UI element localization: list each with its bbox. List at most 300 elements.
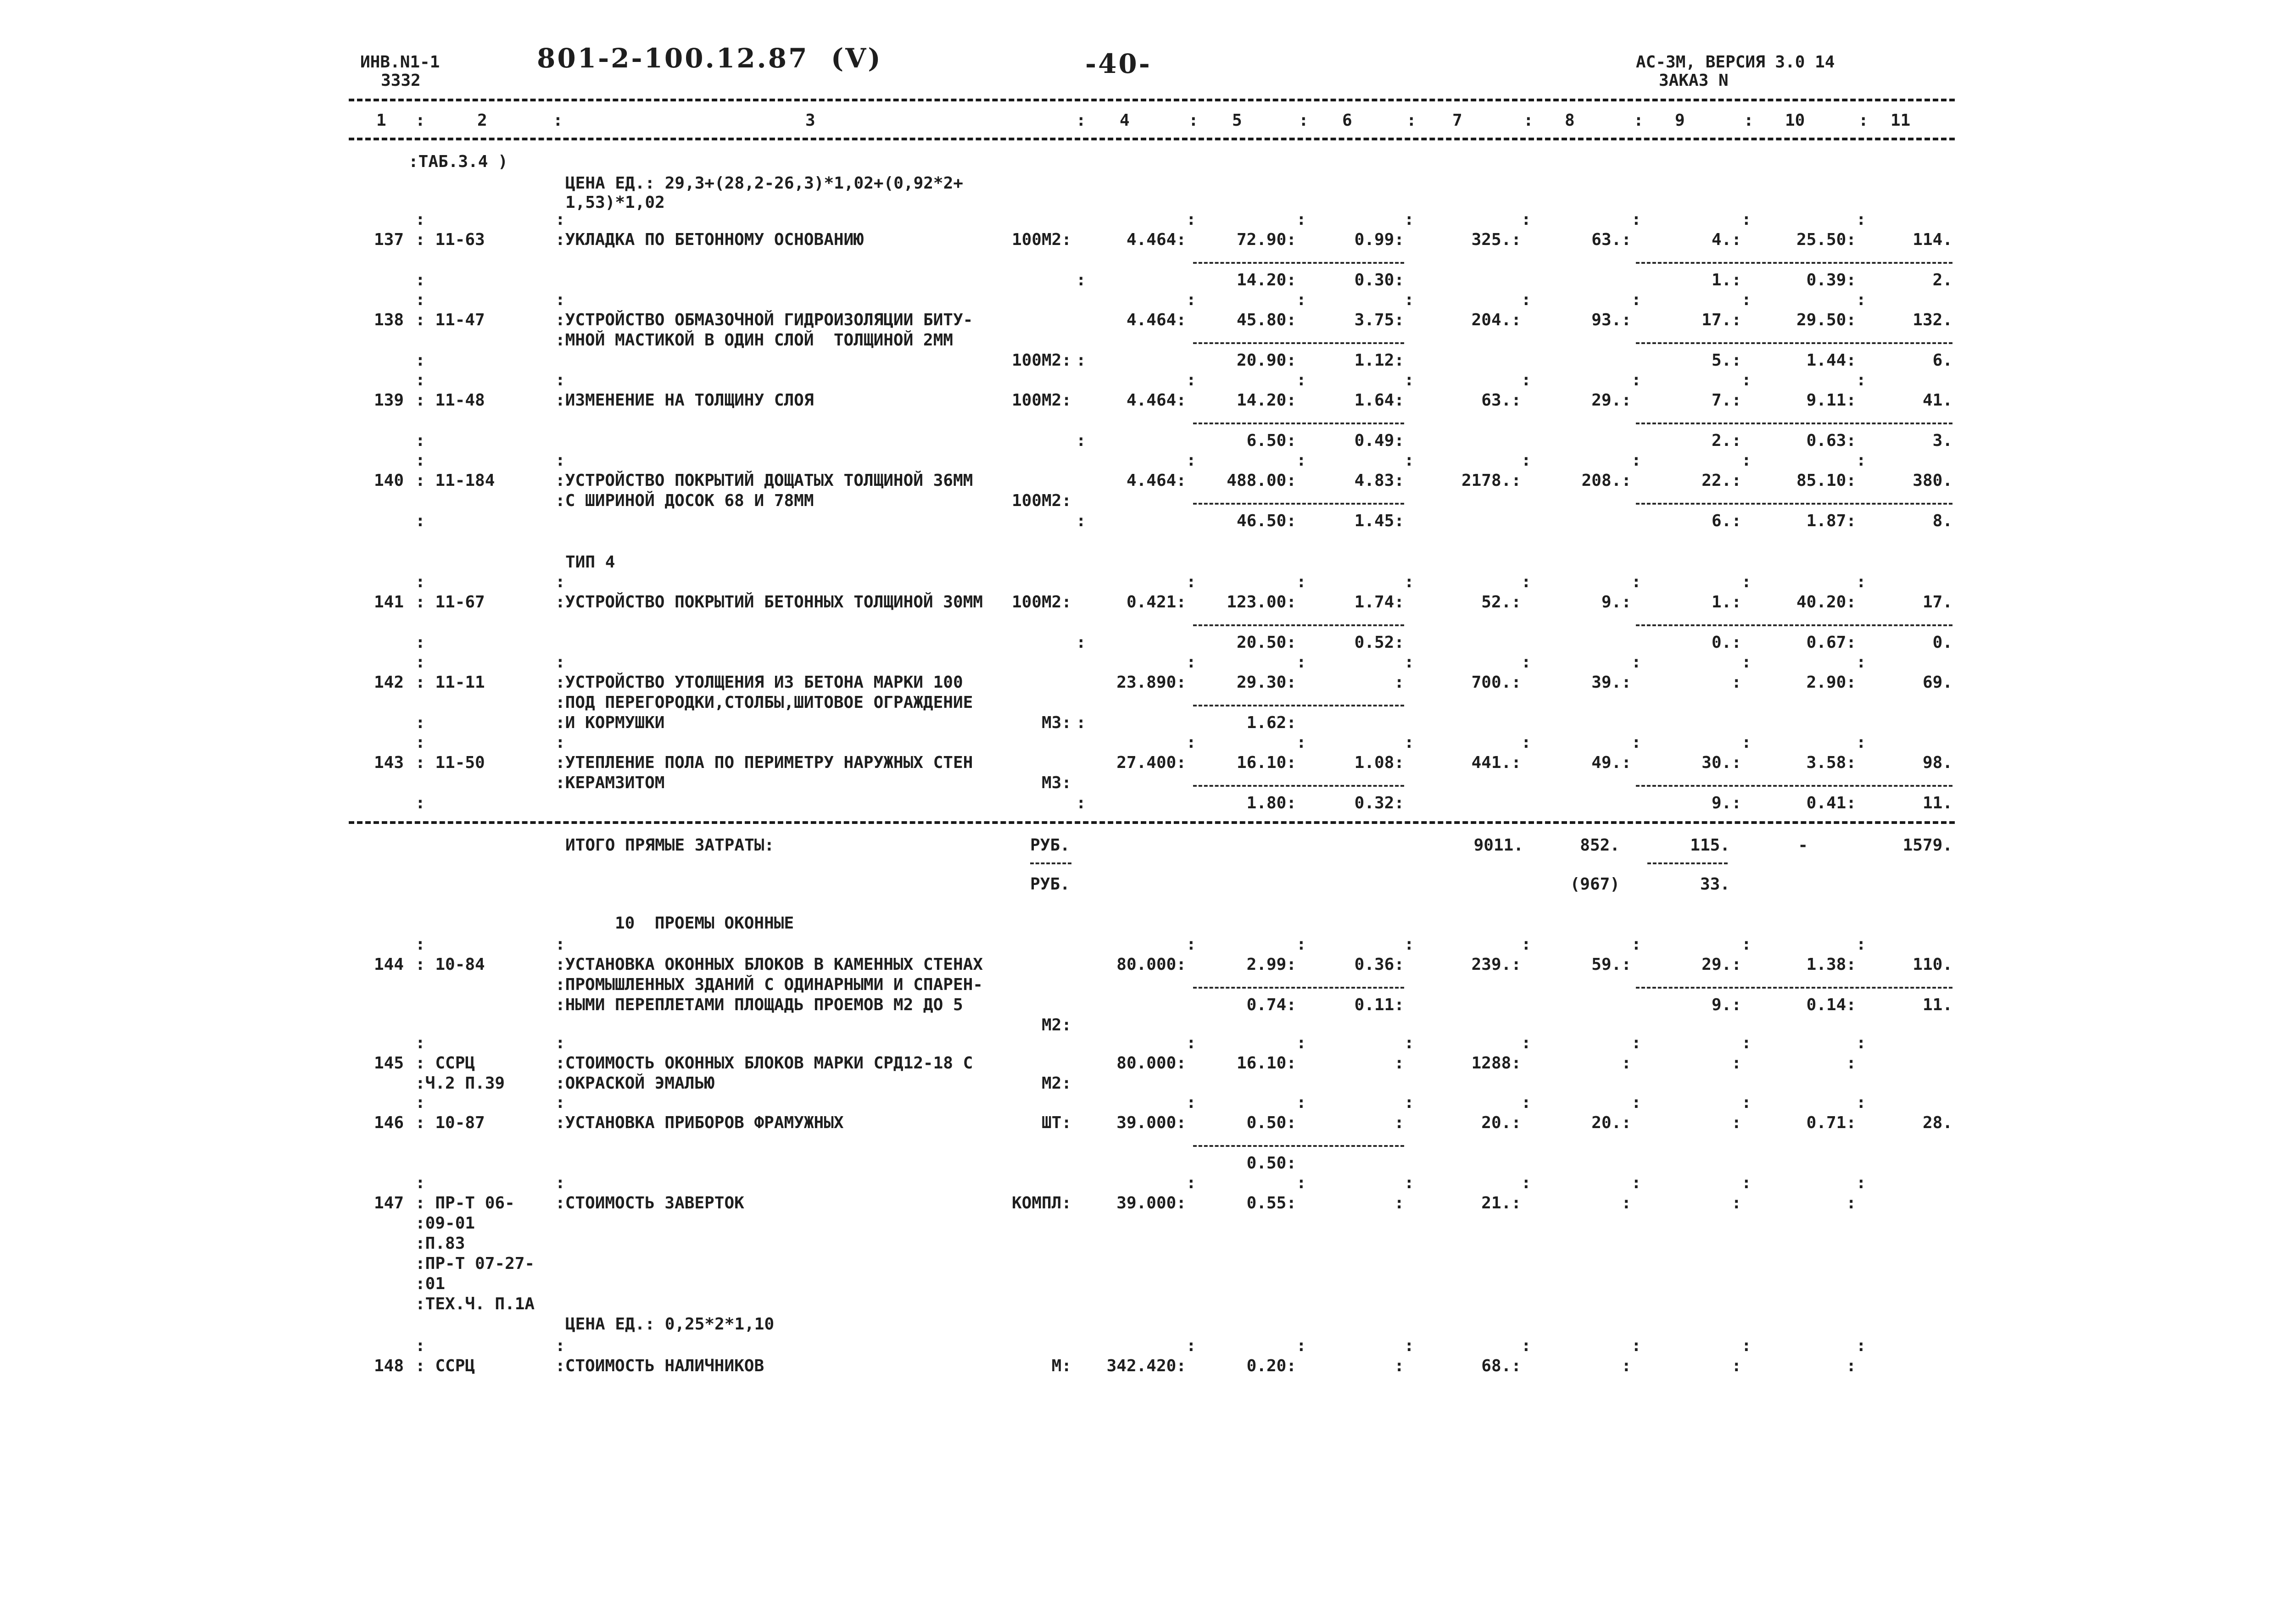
column-separator-colon: : bbox=[415, 733, 425, 752]
column-separator-colon: : bbox=[555, 733, 565, 752]
row-c8: 29.: bbox=[1591, 391, 1631, 410]
row-sub-c6: 0.11: bbox=[1354, 996, 1404, 1014]
column-separator-colon: : bbox=[1296, 653, 1306, 672]
row-number: 141 bbox=[374, 593, 404, 612]
column-number: 10 bbox=[1785, 111, 1805, 130]
row-sub-c11: 0. bbox=[1932, 633, 1952, 652]
row-number: 144 bbox=[374, 955, 404, 974]
row-c5: 0.20: bbox=[1246, 1357, 1296, 1375]
row-code: : 11-11 bbox=[415, 673, 485, 692]
row-unit: 100М2: bbox=[1011, 593, 1071, 612]
row-c8: 208.: bbox=[1581, 471, 1631, 490]
column-separator-colon: : bbox=[553, 111, 563, 130]
sub-divider bbox=[1193, 987, 1404, 989]
row-description: :УСТАНОВКА ПРИБОРОВ ФРАМУЖНЫХ bbox=[555, 1113, 844, 1132]
row-description: :ОКРАСКОЙ ЭМАЛЬЮ bbox=[555, 1074, 714, 1093]
row-code-cont: :ТЕХ.Ч. П.1А bbox=[415, 1295, 535, 1313]
row-code: : 11-63 bbox=[415, 230, 485, 249]
row-c6: 1.74: bbox=[1354, 593, 1404, 612]
row-quantity: 4.464: bbox=[1126, 311, 1186, 329]
column-number: 3 bbox=[805, 111, 815, 130]
column-separator-colon: : bbox=[1404, 573, 1414, 591]
column-separator-colon: : bbox=[1404, 1336, 1414, 1355]
row-description: :УТЕПЛЕНИЕ ПОЛА ПО ПЕРИМЕТРУ НАРУЖНЫХ СТЕН bbox=[555, 753, 973, 772]
row-sub-c5: 1.62: bbox=[1246, 713, 1296, 732]
column-number: 11 bbox=[1891, 111, 1911, 130]
column-separator-colon: : bbox=[1856, 1034, 1866, 1052]
row-c5: 123.00: bbox=[1227, 593, 1296, 612]
row-c6: 0.36: bbox=[1354, 955, 1404, 974]
column-separator-colon: : bbox=[415, 512, 425, 530]
sub-divider bbox=[1636, 785, 1952, 787]
sub-divider bbox=[1636, 262, 1952, 264]
column-separator-colon: : bbox=[1406, 111, 1417, 130]
sub-divider bbox=[1193, 785, 1404, 787]
column-separator-colon: : bbox=[1296, 290, 1306, 309]
column-separator-colon: : bbox=[555, 290, 565, 309]
row-c10: 1.38: bbox=[1806, 955, 1856, 974]
column-separator-colon: : bbox=[555, 935, 565, 954]
row-code: : 10-84 bbox=[415, 955, 485, 974]
row-code-cont: :ПР-Т 07-27- bbox=[415, 1254, 535, 1273]
row-c10: 0.71: bbox=[1806, 1113, 1856, 1132]
row-sub-c10: 0.14: bbox=[1806, 996, 1856, 1014]
column-separator-colon: : bbox=[1521, 573, 1531, 591]
column-separator-colon: : bbox=[415, 451, 425, 470]
column-number: 9 bbox=[1675, 111, 1685, 130]
row-code-cont: :Ч.2 П.39 bbox=[415, 1074, 505, 1093]
column-separator-colon: : bbox=[1521, 451, 1531, 470]
row-c8: 63.: bbox=[1591, 230, 1631, 249]
row-c8: 93.: bbox=[1591, 311, 1631, 329]
row-quantity: 39.000: bbox=[1116, 1194, 1186, 1212]
row-c5: 16.10: bbox=[1236, 753, 1296, 772]
row-unit: 100М2: bbox=[1011, 391, 1071, 410]
column-separator-colon: : bbox=[1741, 451, 1752, 470]
row-c6: : bbox=[1394, 1194, 1404, 1212]
column-separator-colon: : bbox=[1631, 451, 1641, 470]
row-sub-c5: 0.74: bbox=[1246, 996, 1296, 1014]
column-separator-colon: : bbox=[1634, 111, 1644, 130]
totals-col8-bracket: (967) bbox=[1570, 875, 1620, 894]
column-separator-colon: : bbox=[1404, 290, 1414, 309]
row-description: :ПРОМЫШЛЕННЫХ ЗДАНИЙ С ОДИНАРНЫМИ И СПАРЕН- bbox=[555, 975, 983, 994]
column-separator-colon: : bbox=[1186, 1336, 1196, 1355]
row-c5: 2.99: bbox=[1246, 955, 1296, 974]
row-sub-c5: 20.50: bbox=[1236, 633, 1296, 652]
column-separator-colon: : bbox=[1076, 633, 1086, 652]
column-separator-colon: : bbox=[1856, 935, 1866, 954]
column-separator-colon: : bbox=[1521, 290, 1531, 309]
column-separator-colon: : bbox=[1631, 1093, 1641, 1112]
row-c9: : bbox=[1731, 1113, 1741, 1132]
column-separator-colon: : bbox=[1404, 210, 1414, 229]
column-separator-colon: : bbox=[1296, 1336, 1306, 1355]
row-c7: 700.: bbox=[1471, 673, 1521, 692]
totals-col9-second: 33. bbox=[1700, 875, 1730, 894]
column-separator-colon: : bbox=[1523, 111, 1534, 130]
row-c7: 1288: bbox=[1471, 1054, 1521, 1073]
column-separator-colon: : bbox=[1856, 1093, 1866, 1112]
column-separator-colon: : bbox=[1856, 653, 1866, 672]
column-separator-colon: : bbox=[1856, 371, 1866, 389]
column-separator-colon: : bbox=[1631, 371, 1641, 389]
row-description: :СТОИМОСТЬ ОКОННЫХ БЛОКОВ МАРКИ СРД12-18 С bbox=[555, 1054, 973, 1073]
column-number: 8 bbox=[1565, 111, 1575, 130]
row-description: :КЕРАМЗИТОМ bbox=[555, 773, 665, 792]
row-sub-c9: 2.: bbox=[1711, 431, 1741, 450]
row-c7: 441.: bbox=[1471, 753, 1521, 772]
row-description: :МНОЙ МАСТИКОЙ В ОДИН СЛОЙ ТОЛЩИНОЙ 2ММ bbox=[555, 331, 953, 350]
column-separator-colon: : bbox=[1404, 371, 1414, 389]
row-sub-c6: 0.32: bbox=[1354, 794, 1404, 812]
row-c8: 9.: bbox=[1601, 593, 1631, 612]
row-sub-c11: 8. bbox=[1932, 512, 1952, 530]
totals-label: ИТОГО ПРЯМЫЕ ЗАТРАТЫ: bbox=[565, 836, 775, 855]
row-c9: 4.: bbox=[1711, 230, 1741, 249]
column-separator-colon: : bbox=[1741, 1174, 1752, 1192]
row-description: :С ШИРИНОЙ ДОСОК 68 И 78ММ bbox=[555, 491, 814, 510]
column-number: 1 bbox=[376, 111, 386, 130]
sub-divider bbox=[1636, 342, 1952, 344]
column-separator-colon: : bbox=[1856, 290, 1866, 309]
row-unit: ШТ: bbox=[1041, 1113, 1071, 1132]
column-separator-colon: : bbox=[1741, 1034, 1752, 1052]
row-sub-c10: 0.41: bbox=[1806, 794, 1856, 812]
column-separator-colon: : bbox=[1741, 1336, 1752, 1355]
row-description: :УСТРОЙСТВО ПОКРЫТИЙ БЕТОННЫХ ТОЛЩИНОЙ 30ММ bbox=[555, 593, 983, 612]
row-description: :УСТРОЙСТВО ОБМАЗОЧНОЙ ГИДРОИЗОЛЯЦИИ БИТУ- bbox=[555, 311, 973, 329]
column-separator-colon: : bbox=[415, 371, 425, 389]
row-sub-c5: 14.20: bbox=[1236, 271, 1296, 289]
row-price-formula: ЦЕНА ЕД.: 0,25*2*1,10 bbox=[565, 1315, 775, 1334]
sub-divider bbox=[1636, 423, 1952, 424]
row-number: 146 bbox=[374, 1113, 404, 1132]
sub-divider bbox=[1193, 342, 1404, 344]
row-sub-c10: 1.87: bbox=[1806, 512, 1856, 530]
row-code: : 11-50 bbox=[415, 753, 485, 772]
row-sub-c5: 0.50: bbox=[1246, 1154, 1296, 1173]
row-c9: 22.: bbox=[1701, 471, 1741, 490]
row-description: :СТОИМОСТЬ НАЛИЧНИКОВ bbox=[555, 1357, 764, 1375]
type4-heading: ТИП 4 bbox=[565, 553, 615, 572]
column-separator-colon: : bbox=[1186, 1093, 1196, 1112]
column-separator-colon: : bbox=[1404, 451, 1414, 470]
column-separator-colon: : bbox=[1404, 653, 1414, 672]
column-separator-colon: : bbox=[1076, 794, 1086, 812]
row-sub-c6: 0.30: bbox=[1354, 271, 1404, 289]
column-separator-colon: : bbox=[1186, 733, 1196, 752]
row-c11: 380. bbox=[1913, 471, 1952, 490]
column-separator-colon: : bbox=[1521, 1093, 1531, 1112]
totals-unit: РУБ. bbox=[1030, 836, 1070, 855]
row-sub-c10: 0.39: bbox=[1806, 271, 1856, 289]
column-separator-colon: : bbox=[1521, 1336, 1531, 1355]
row-sub-c5: 6.50: bbox=[1246, 431, 1296, 450]
row-sub-c9: 1.: bbox=[1711, 271, 1741, 289]
row-c11: 41. bbox=[1922, 391, 1952, 410]
column-separator-colon: : bbox=[1741, 1093, 1752, 1112]
row-sub-c10: 0.67: bbox=[1806, 633, 1856, 652]
sub-divider bbox=[1193, 1145, 1404, 1147]
column-separator-colon: : bbox=[415, 431, 425, 450]
row-c8: 59.: bbox=[1591, 955, 1631, 974]
row-c10: 25.50: bbox=[1796, 230, 1856, 249]
row-c8: 39.: bbox=[1591, 673, 1631, 692]
row-quantity: 4.464: bbox=[1126, 471, 1186, 490]
row-c7: 52.: bbox=[1481, 593, 1521, 612]
row-quantity: 0.421: bbox=[1126, 593, 1186, 612]
inventory-label: ИНВ.N1-1 bbox=[360, 53, 440, 72]
column-separator-colon: : bbox=[1744, 111, 1754, 130]
totals-rule bbox=[349, 821, 1955, 824]
row-c7: 63.: bbox=[1481, 391, 1521, 410]
column-separator-colon: : bbox=[415, 1093, 425, 1112]
row-c6: : bbox=[1394, 673, 1404, 692]
intro-formula-line2: 1,53)*1,02 bbox=[565, 193, 665, 212]
sub-divider bbox=[1193, 262, 1404, 264]
row-c10: 3.58: bbox=[1806, 753, 1856, 772]
column-separator-colon: : bbox=[415, 573, 425, 591]
row-c9: : bbox=[1731, 1194, 1741, 1212]
sub-divider bbox=[1636, 503, 1952, 505]
column-separator-colon: : bbox=[555, 1034, 565, 1052]
order-label: ЗАКАЗ N bbox=[1659, 71, 1729, 90]
column-separator-colon: : bbox=[1186, 371, 1196, 389]
row-c7: 325.: bbox=[1471, 230, 1521, 249]
row-sub-c5: 46.50: bbox=[1236, 512, 1296, 530]
row-c5: 488.00: bbox=[1227, 471, 1296, 490]
row-quantity: 80.000: bbox=[1116, 955, 1186, 974]
row-description: :УКЛАДКА ПО БЕТОННОМУ ОСНОВАНИЮ bbox=[555, 230, 864, 249]
row-c5: 0.50: bbox=[1246, 1113, 1296, 1132]
column-separator-colon: : bbox=[1521, 1034, 1531, 1052]
column-separator-colon: : bbox=[1741, 210, 1752, 229]
sub-divider bbox=[1193, 423, 1404, 424]
header-rule-top bbox=[349, 99, 1955, 101]
row-unit: М2: bbox=[1041, 1074, 1071, 1093]
row-c6: 4.83: bbox=[1354, 471, 1404, 490]
column-separator-colon: : bbox=[1296, 1093, 1306, 1112]
row-c10: : bbox=[1846, 1054, 1856, 1073]
column-separator-colon: : bbox=[555, 1174, 565, 1192]
software-version: АС-3М, ВЕРСИЯ 3.0 14 bbox=[1636, 53, 1835, 72]
column-separator-colon: : bbox=[1521, 210, 1531, 229]
row-code-cont: :09-01 bbox=[415, 1214, 475, 1233]
row-quantity: 39.000: bbox=[1116, 1113, 1186, 1132]
column-separator-colon: : bbox=[1186, 1174, 1196, 1192]
row-c7: 239.: bbox=[1471, 955, 1521, 974]
column-separator-colon: : bbox=[1631, 1034, 1641, 1052]
page-number: -40- bbox=[1085, 48, 1152, 79]
row-unit: 100М2: bbox=[1011, 351, 1071, 370]
inventory-number: 3332 bbox=[381, 71, 421, 90]
row-code: : ПР-Т 06- bbox=[415, 1194, 515, 1212]
column-separator-colon: : bbox=[1296, 935, 1306, 954]
row-number: 139 bbox=[374, 391, 404, 410]
column-separator-colon: : bbox=[1741, 573, 1752, 591]
column-separator-colon: : bbox=[1076, 713, 1086, 732]
row-sub-c5: 1.80: bbox=[1246, 794, 1296, 812]
row-c9: 7.: bbox=[1711, 391, 1741, 410]
intro-formula-line1: ЦЕНА ЕД.: 29,3+(28,2-26,3)*1,02+(0,92*2+ bbox=[565, 174, 963, 193]
column-separator-colon: : bbox=[1186, 573, 1196, 591]
row-c10: 40.20: bbox=[1796, 593, 1856, 612]
row-c6: : bbox=[1394, 1113, 1404, 1132]
row-code-cont: :01 bbox=[415, 1274, 446, 1293]
totals-col11: 1579. bbox=[1902, 836, 1952, 855]
column-separator-colon: : bbox=[415, 794, 425, 812]
totals-col10: - bbox=[1798, 836, 1808, 855]
column-separator-colon: : bbox=[415, 1336, 425, 1355]
column-number: 2 bbox=[477, 111, 487, 130]
row-quantity: 80.000: bbox=[1116, 1054, 1186, 1073]
row-c8: : bbox=[1621, 1054, 1631, 1073]
row-sub-c10: 1.44: bbox=[1806, 351, 1856, 370]
sub-divider bbox=[1636, 624, 1952, 626]
row-quantity: 342.420: bbox=[1106, 1357, 1186, 1375]
column-separator-colon: : bbox=[555, 653, 565, 672]
row-quantity: 4.464: bbox=[1126, 391, 1186, 410]
row-sub-c11: 2. bbox=[1932, 271, 1952, 289]
column-separator-colon: : bbox=[415, 351, 425, 370]
column-separator-colon: : bbox=[415, 633, 425, 652]
column-number: 5 bbox=[1232, 111, 1242, 130]
header-rule-bottom bbox=[349, 138, 1955, 140]
row-number: 140 bbox=[374, 471, 404, 490]
column-separator-colon: : bbox=[1631, 935, 1641, 954]
row-c9: 29.: bbox=[1701, 955, 1741, 974]
row-unit: 100М2: bbox=[1011, 230, 1071, 249]
row-c8: 20.: bbox=[1591, 1113, 1631, 1132]
row-c8: 49.: bbox=[1591, 753, 1631, 772]
row-description: :УСТРОЙСТВО УТОЛЩЕНИЯ ИЗ БЕТОНА МАРКИ 100 bbox=[555, 673, 963, 692]
column-separator-colon: : bbox=[555, 210, 565, 229]
column-separator-colon: : bbox=[1631, 290, 1641, 309]
column-separator-colon: : bbox=[1856, 1336, 1866, 1355]
row-c9: 17.: bbox=[1701, 311, 1741, 329]
row-c9: 30.: bbox=[1701, 753, 1741, 772]
column-separator-colon: : bbox=[1741, 653, 1752, 672]
row-c11: 69. bbox=[1922, 673, 1952, 692]
row-c6: 0.99: bbox=[1354, 230, 1404, 249]
row-c7: 21.: bbox=[1481, 1194, 1521, 1212]
column-separator-colon: : bbox=[1404, 733, 1414, 752]
row-description: :УСТАНОВКА ОКОННЫХ БЛОКОВ В КАМЕННЫХ СТЕНАХ bbox=[555, 955, 983, 974]
row-c10: 2.90: bbox=[1806, 673, 1856, 692]
row-sub-c11: 3. bbox=[1932, 431, 1952, 450]
column-separator-colon: : bbox=[555, 1093, 565, 1112]
sub-divider bbox=[1193, 624, 1404, 626]
column-separator-colon: : bbox=[1186, 210, 1196, 229]
column-separator-colon: : bbox=[555, 451, 565, 470]
column-separator-colon: : bbox=[415, 1034, 425, 1052]
row-sub-c9: 0.: bbox=[1711, 633, 1741, 652]
column-separator-colon: : bbox=[1856, 1174, 1866, 1192]
row-c6: 1.08: bbox=[1354, 753, 1404, 772]
row-c11: 132. bbox=[1913, 311, 1952, 329]
column-separator-colon: : bbox=[1076, 512, 1086, 530]
row-c5: 14.20: bbox=[1236, 391, 1296, 410]
column-separator-colon: : bbox=[1076, 431, 1086, 450]
column-separator-colon: : bbox=[1741, 733, 1752, 752]
column-separator-colon: : bbox=[415, 935, 425, 954]
section-heading: 10 ПРОЕМЫ ОКОННЫЕ bbox=[615, 914, 794, 933]
row-code: : ССРЦ bbox=[415, 1054, 475, 1073]
row-sub-c6: 0.52: bbox=[1354, 633, 1404, 652]
row-description: :НЫМИ ПЕРЕПЛЕТАМИ ПЛОЩАДЬ ПРОЕМОВ М2 ДО 5 bbox=[555, 996, 963, 1014]
column-separator-colon: : bbox=[1404, 1093, 1414, 1112]
row-code: : ССРЦ bbox=[415, 1357, 475, 1375]
column-separator-colon: : bbox=[1856, 210, 1866, 229]
row-c6: 1.64: bbox=[1354, 391, 1404, 410]
row-quantity: 27.400: bbox=[1116, 753, 1186, 772]
column-separator-colon: : bbox=[1631, 1174, 1641, 1192]
row-c7: 204.: bbox=[1471, 311, 1521, 329]
row-c9: : bbox=[1731, 1357, 1741, 1375]
column-separator-colon: : bbox=[1741, 290, 1752, 309]
column-separator-colon: : bbox=[1856, 451, 1866, 470]
column-separator-colon: : bbox=[415, 111, 425, 130]
row-unit: М2: bbox=[1041, 1016, 1071, 1034]
row-sub-c5: 20.90: bbox=[1236, 351, 1296, 370]
column-separator-colon: : bbox=[1631, 573, 1641, 591]
row-number: 138 bbox=[374, 311, 404, 329]
row-number: 148 bbox=[374, 1357, 404, 1375]
column-separator-colon: : bbox=[1404, 935, 1414, 954]
column-separator-colon: : bbox=[1521, 653, 1531, 672]
column-separator-colon: : bbox=[555, 1336, 565, 1355]
column-separator-colon: : bbox=[1521, 935, 1531, 954]
column-separator-colon: : bbox=[415, 713, 425, 732]
row-description: :СТОИМОСТЬ ЗАВЕРТОК bbox=[555, 1194, 744, 1212]
column-separator-colon: : bbox=[1186, 290, 1196, 309]
row-code: : 11-184 bbox=[415, 471, 495, 490]
row-sub-c11: 11. bbox=[1922, 996, 1952, 1014]
row-c9: : bbox=[1731, 1054, 1741, 1073]
row-c10: 85.10: bbox=[1796, 471, 1856, 490]
row-sub-c9: 6.: bbox=[1711, 512, 1741, 530]
row-code: : 11-48 bbox=[415, 391, 485, 410]
column-separator-colon: : bbox=[415, 271, 425, 289]
column-separator-colon: : bbox=[1296, 1034, 1306, 1052]
column-number: 7 bbox=[1452, 111, 1462, 130]
row-number: 143 bbox=[374, 753, 404, 772]
column-separator-colon: : bbox=[1188, 111, 1199, 130]
column-separator-colon: : bbox=[1858, 111, 1869, 130]
column-separator-colon: : bbox=[1296, 371, 1306, 389]
column-separator-colon: : bbox=[1631, 653, 1641, 672]
column-separator-colon: : bbox=[1521, 1174, 1531, 1192]
column-separator-colon: : bbox=[1296, 451, 1306, 470]
column-separator-colon: : bbox=[1521, 371, 1531, 389]
totals-col9: 115. bbox=[1690, 836, 1730, 855]
row-c10: 29.50: bbox=[1796, 311, 1856, 329]
row-description: :УСТРОЙСТВО ПОКРЫТИЙ ДОЩАТЫХ ТОЛЩИНОЙ 36ММ bbox=[555, 471, 973, 490]
column-separator-colon: : bbox=[555, 573, 565, 591]
row-description: :ПОД ПЕРЕГОРОДКИ,СТОЛБЫ,ШИТОВОЕ ОГРАЖДЕНИЕ bbox=[555, 693, 973, 712]
row-c7: 20.: bbox=[1481, 1113, 1521, 1132]
row-code: : 11-47 bbox=[415, 311, 485, 329]
row-c9: : bbox=[1731, 673, 1741, 692]
column-separator-colon: : bbox=[555, 371, 565, 389]
column-separator-colon: : bbox=[1741, 371, 1752, 389]
row-unit: М3: bbox=[1041, 773, 1071, 792]
column-separator-colon: : bbox=[1631, 210, 1641, 229]
row-description: :ИЗМЕНЕНИЕ НА ТОЛЩИНУ СЛОЯ bbox=[555, 391, 814, 410]
column-separator-colon: : bbox=[1296, 733, 1306, 752]
row-sub-c6: 1.12: bbox=[1354, 351, 1404, 370]
